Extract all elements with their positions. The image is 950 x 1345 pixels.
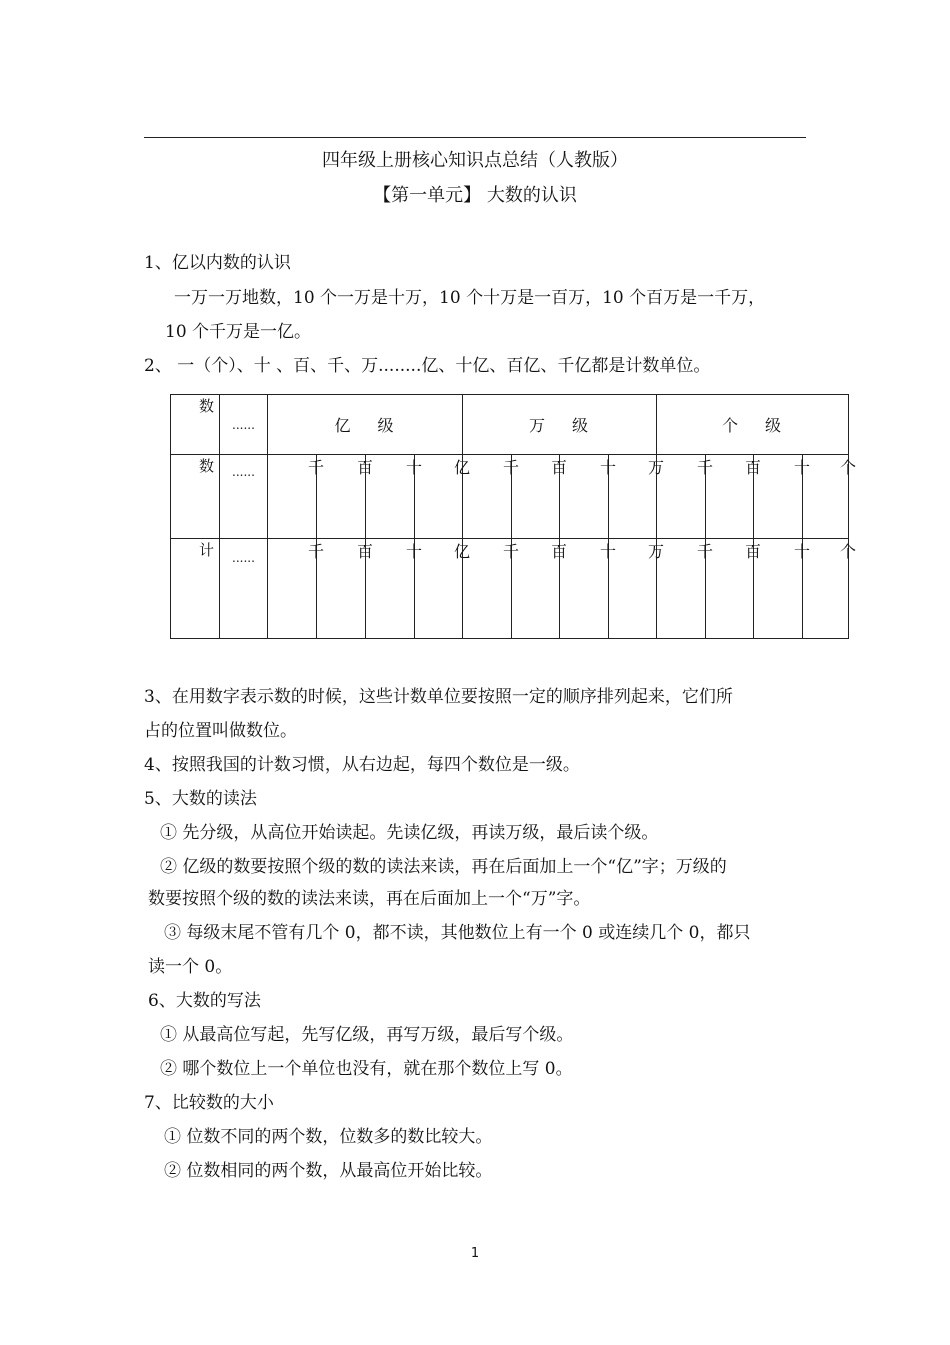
cell: 十: [754, 455, 803, 539]
header-rule: [144, 137, 806, 138]
cell: 万: [609, 539, 657, 639]
group-yi: 亿 级: [268, 395, 463, 455]
cell: 千: [657, 455, 706, 539]
section-4-text: 4、按照我国的计数习惯，从右边起，每四个数位是一级。: [144, 755, 580, 775]
cell: 亿: [415, 455, 463, 539]
section-5-item-2-line-1: ② 亿级的数要按照个级的数的读法来读，再在后面加上一个“亿”字；万级的: [160, 857, 727, 877]
section-5-item-3-line-1: ③ 每级末尾不管有几个 0，都不读，其他数位上有一个 0 或连续几个 0，都只: [164, 923, 751, 943]
document-title: 四年级上册核心知识点总结（人教版）: [322, 150, 628, 171]
cell: 十: [754, 539, 803, 639]
cell: 十: [560, 539, 609, 639]
unit-row: [171, 539, 849, 639]
section-3-line-2: 占的位置叫做数位。: [144, 721, 297, 741]
section-1-title: 1、亿以内数的认识: [144, 253, 291, 273]
section-5-item-2-line-2: 数要按照个级的数的读法来读，再在后面加上一个“万”字。: [148, 889, 591, 909]
section-5-title: 5、大数的读法: [144, 789, 257, 809]
place-value-table: [170, 394, 857, 639]
section-6-item-2: ② 哪个数位上一个单位也没有，就在那个数位上写 0。: [160, 1059, 573, 1079]
cell: 十: [366, 539, 415, 639]
ellipsis-cell: ......: [220, 455, 268, 539]
cell: 百: [706, 455, 754, 539]
section-7-item-2: ② 位数相同的两个数，从最高位开始比较。: [164, 1161, 493, 1181]
cell: 个: [803, 539, 849, 639]
section-1-paragraph-line-1: 一万一万地数，10 个一万是十万，10 个十万是一百万，10 个百万是一千万，: [174, 288, 766, 308]
group-ge: 个 级: [657, 395, 849, 455]
row-label-shushu: 数: [171, 395, 220, 455]
cell: 千: [268, 539, 317, 639]
section-2-text: 2、 一（个）、十 、百、千、万........亿、十亿、百亿、千亿都是计数单位。: [144, 356, 711, 376]
cell: 亿: [415, 539, 463, 639]
cell: 千: [657, 539, 706, 639]
cell: 千: [463, 455, 512, 539]
cell: 百: [512, 455, 560, 539]
cell: 十: [560, 455, 609, 539]
group-wan: 万 级: [463, 395, 657, 455]
section-5-item-3-line-2: 读一个 0。: [148, 957, 233, 977]
cell: 十: [366, 455, 415, 539]
group-row: [171, 395, 849, 455]
cell: 百: [317, 455, 366, 539]
cell: 百: [317, 539, 366, 639]
page-number: 1: [470, 1246, 480, 1261]
ellipsis-cell: ......: [220, 539, 268, 639]
section-1-paragraph-line-2: 10 个千万是一亿。: [165, 322, 312, 342]
section-6-item-1: ① 从最高位写起，先写亿级，再写万级，最后写个级。: [160, 1025, 574, 1045]
row-label-jishu: 计: [171, 539, 220, 639]
section-3-line-1: 3、在用数字表示数的时候，这些计数单位要按照一定的顺序排列起来，它们所: [144, 687, 733, 707]
ellipsis-cell: ......: [220, 395, 268, 455]
row-label-shuwei: 数: [171, 455, 220, 539]
cell: 千: [268, 455, 317, 539]
cell: 个: [803, 455, 849, 539]
cell: 千: [463, 539, 512, 639]
section-7-title: 7、比较数的大小: [144, 1093, 274, 1113]
digit-row: [171, 455, 849, 539]
cell: 百: [706, 539, 754, 639]
section-6-title: 6、大数的写法: [148, 991, 261, 1011]
section-7-item-1: ① 位数不同的两个数，位数多的数比较大。: [164, 1127, 493, 1147]
cell: 万: [609, 455, 657, 539]
cell: 百: [512, 539, 560, 639]
unit-heading: 【第一单元】 大数的认识: [373, 185, 577, 206]
section-5-item-1: ① 先分级，从高位开始读起。先读亿级，再读万级，最后读个级。: [160, 823, 659, 843]
